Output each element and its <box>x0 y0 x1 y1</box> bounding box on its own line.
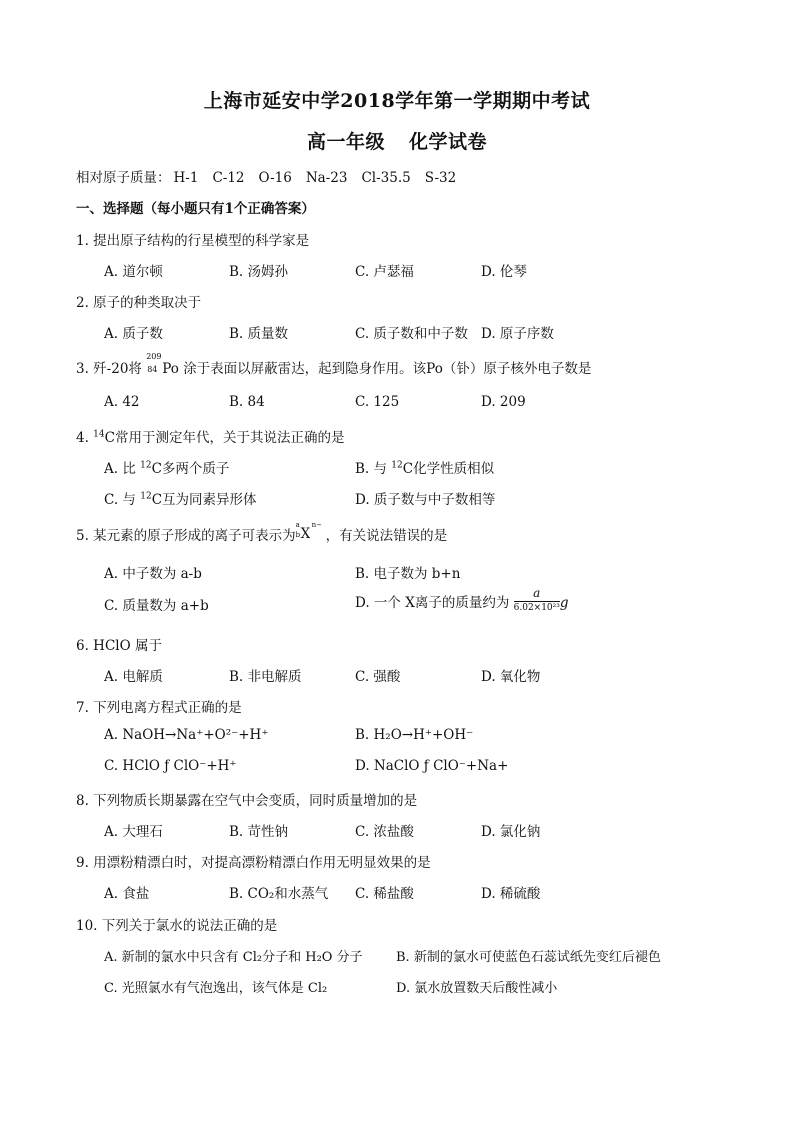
q9-option-d: D. 稀硫酸 <box>481 886 541 902</box>
q3-option-d: D. 209 <box>481 394 526 410</box>
atomic-mass-c: C-12 <box>212 170 245 186</box>
mass-number-12: 12 <box>140 460 152 471</box>
q4-option-c <box>104 488 257 508</box>
question-4-stem <box>76 426 344 446</box>
q2-option-d: D. 原子序数 <box>481 326 554 342</box>
nuclide-symbol: Po <box>162 361 179 377</box>
q4-option-a <box>104 457 229 477</box>
q2-option-c: C. 质子数和中子数 <box>355 326 468 342</box>
question-7-stem: 7. 下列电离方程式正确的是 <box>76 700 242 716</box>
q8-option-c: C. 浓盐酸 <box>355 824 414 840</box>
ion-notation <box>295 521 326 542</box>
q7-option-b: B. H₂O→H⁺+OH⁻ <box>355 727 474 743</box>
q4-number: 4. <box>76 430 94 446</box>
q4-b-post: C化学性质相似 <box>402 461 495 477</box>
q1-option-c: C. 卢瑟福 <box>355 264 414 280</box>
q4-c-pre: C. 与 <box>104 492 141 508</box>
q1-option-d: D. 伦琴 <box>481 264 527 280</box>
q2-option-a: A. 质子数 <box>104 326 163 342</box>
q10-option-d: D. 氯水放置数天后酸性减小 <box>396 981 558 996</box>
q4-option-d: D. 质子数与中子数相等 <box>355 492 496 508</box>
ion-symbol: X <box>300 526 311 542</box>
q6-option-a: A. 电解质 <box>104 669 163 685</box>
q9-option-b: B. CO₂和水蒸气 <box>229 886 329 902</box>
q5-option-a: A. 中子数为 a-b <box>104 566 202 582</box>
fraction-unit: g <box>559 595 569 611</box>
question-10-stem: 10. 下列关于氯水的说法正确的是 <box>76 918 278 934</box>
q9-option-c: C. 稀盐酸 <box>355 886 414 902</box>
q4-a-pre: A. 比 <box>104 461 141 477</box>
q8-option-a: A. 大理石 <box>104 824 163 840</box>
q3-stem-after: 涂于表面以屏蔽雷达，起到隐身作用。该Po（钋）原子核外电子数是 <box>183 361 592 377</box>
nuclide-mass-number: 209 <box>146 352 162 361</box>
q5-option-c: C. 质量数为 a+b <box>104 598 209 614</box>
question-6-stem: 6. HClO 属于 <box>76 638 162 654</box>
atomic-mass-na: Na-23 <box>305 170 348 186</box>
question-8-stem: 8. 下列物质长期暴露在空气中会变质，同时质量增加的是 <box>76 793 418 809</box>
mass-fraction <box>514 586 560 613</box>
q8-option-d: D. 氯化钠 <box>481 824 541 840</box>
q3-option-b: B. 84 <box>229 394 265 410</box>
q6-option-d: D. 氧化物 <box>481 669 541 685</box>
q3-option-c: C. 125 <box>355 394 400 410</box>
fraction-denominator: 6.02×10²³ <box>513 603 560 613</box>
q3-option-a: A. 42 <box>104 394 140 410</box>
question-3-stem <box>76 352 592 377</box>
question-1-stem: 1. 提出原子结构的行星模型的科学家是 <box>76 233 310 249</box>
q6-option-b: B. 非电解质 <box>229 669 302 685</box>
fraction-numerator: a <box>514 586 560 602</box>
q4-option-b <box>355 457 494 477</box>
q9-option-a: A. 食盐 <box>104 886 150 902</box>
q3-stem-before: 3. 歼-20将 <box>76 361 142 377</box>
q6-option-c: C. 强酸 <box>355 669 401 685</box>
atomic-masses-label: 相对原子质量： <box>76 170 171 186</box>
mass-number-12: 12 <box>140 491 152 502</box>
q2-option-b: B. 质量数 <box>229 326 289 342</box>
question-2-stem: 2. 原子的种类取决于 <box>76 295 202 311</box>
q5-d-pre: D. 一个 X离子的质量约为 <box>355 595 510 611</box>
ion-charge: n− <box>311 521 323 529</box>
atomic-mass-h: H-1 <box>173 170 199 186</box>
question-5-stem <box>76 521 448 544</box>
q7-option-d: D. NaClO ƒ ClO⁻+Na+ <box>355 758 509 774</box>
q4-c-post: C互为同素异形体 <box>151 492 257 508</box>
q5-stem-after: ，有关说法错误的是 <box>325 528 448 544</box>
question-9-stem: 9. 用漂粉精漂白时，对提高漂粉精漂白作用无明显效果的是 <box>76 855 431 871</box>
q8-option-b: B. 苛性钠 <box>229 824 289 840</box>
q10-option-b: B. 新制的氯水可使蓝色石蕊试纸先变红后褪色 <box>396 950 661 965</box>
atomic-mass-cl: Cl-35.5 <box>361 170 411 186</box>
ion-mass-number: a <box>295 521 300 529</box>
atomic-mass-o: O-16 <box>258 170 292 186</box>
exam-title: 上海市延安中学2018学年第一学期期中考试 <box>203 90 591 112</box>
polonium-nuclide <box>146 352 162 374</box>
mass-number-14: 14 <box>93 429 105 440</box>
atomic-mass-s: S-32 <box>424 170 457 186</box>
q10-option-c: C. 光照氯水有气泡逸出，该气体是 Cl₂ <box>104 981 328 996</box>
subject-label: 化学试卷 <box>409 131 488 153</box>
grade-label: 高一年级 <box>306 131 385 153</box>
nuclide-atomic-number: 84 <box>147 365 158 374</box>
q5-stem-before: 5. 某元素的原子形成的离子可表示为 <box>76 528 296 544</box>
section-title: 一、选择题（每小题只有1个正确答案） <box>76 201 315 217</box>
atomic-masses <box>76 166 456 186</box>
q4-stem-text: C常用于测定年代，关于其说法正确的是 <box>104 430 345 446</box>
q5-option-d <box>355 586 569 617</box>
q4-b-pre: B. 与 <box>355 461 392 477</box>
q7-option-c: C. HClO ƒ ClO⁻+H⁺ <box>104 758 237 774</box>
q1-option-a: A. 道尔顿 <box>104 264 163 280</box>
mass-number-12: 12 <box>391 460 403 471</box>
exam-subtitle <box>0 127 794 154</box>
q1-option-b: B. 汤姆孙 <box>229 264 289 280</box>
q7-option-a: A. NaOH→Na⁺+O²⁻+H⁺ <box>104 727 269 743</box>
q4-a-post: C多两个质子 <box>151 461 230 477</box>
ion-atomic-number: b <box>295 531 301 539</box>
q5-option-b: B. 电子数为 b+n <box>355 566 461 582</box>
q10-option-a: A. 新制的氯水中只含有 Cl₂分子和 H₂O 分子 <box>104 950 363 965</box>
